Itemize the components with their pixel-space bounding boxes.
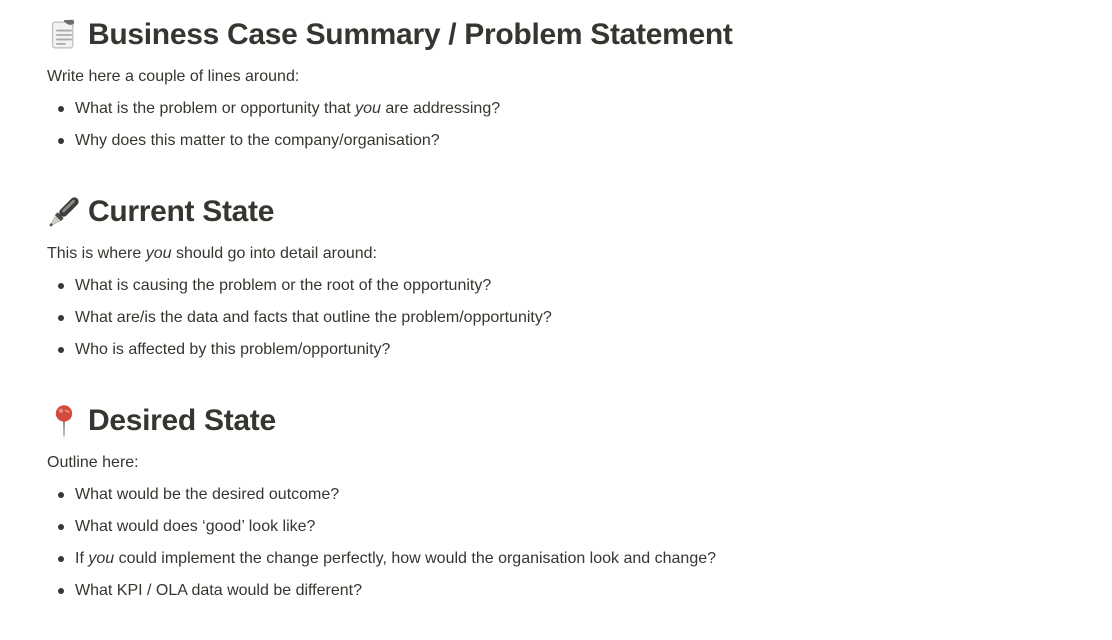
section-heading-text: Desired State xyxy=(88,404,276,437)
bullet-item: What is the problem or opportunity that you are addressing? xyxy=(75,97,1052,121)
page-title xyxy=(47,16,1052,54)
section-intro: This is where you should go into detail around: xyxy=(47,245,377,262)
section-heading xyxy=(47,193,1052,231)
bullet-list xyxy=(47,274,1052,362)
section-heading-text: Current State xyxy=(88,195,275,228)
pen-icon xyxy=(47,193,81,231)
section-intro: Outline here: xyxy=(47,454,139,471)
bullet-item: If you could implement the change perfectly, how would the organisation look and change? xyxy=(75,547,1052,571)
section-desired-state xyxy=(47,402,1052,603)
section-heading xyxy=(47,402,1052,440)
bullet-item: Who is affected by this problem/opportunity? xyxy=(75,338,1052,362)
bullet-item: What are/is the data and facts that outline the problem/opportunity? xyxy=(75,306,1052,330)
bullet-item: What KPI / OLA data would be different? xyxy=(75,579,1052,603)
bullet-list xyxy=(47,483,1052,603)
bullet-item: What would be the desired outcome? xyxy=(75,483,1052,507)
section-business-case-summary xyxy=(47,16,1052,153)
bullet-item: What would does ‘good’ look like? xyxy=(75,515,1052,539)
bullet-item: What is causing the problem or the root of the opportunity? xyxy=(75,274,1052,298)
bullet-item: Why does this matter to the company/organisation? xyxy=(75,129,1052,153)
page-with-curl-icon xyxy=(47,16,81,54)
section-current-state xyxy=(47,193,1052,362)
page-title-text: Business Case Summary / Problem Statement xyxy=(88,18,733,51)
round-pushpin-icon xyxy=(47,402,81,440)
bullet-list xyxy=(47,97,1052,153)
section-intro: Write here a couple of lines around: xyxy=(47,68,300,85)
